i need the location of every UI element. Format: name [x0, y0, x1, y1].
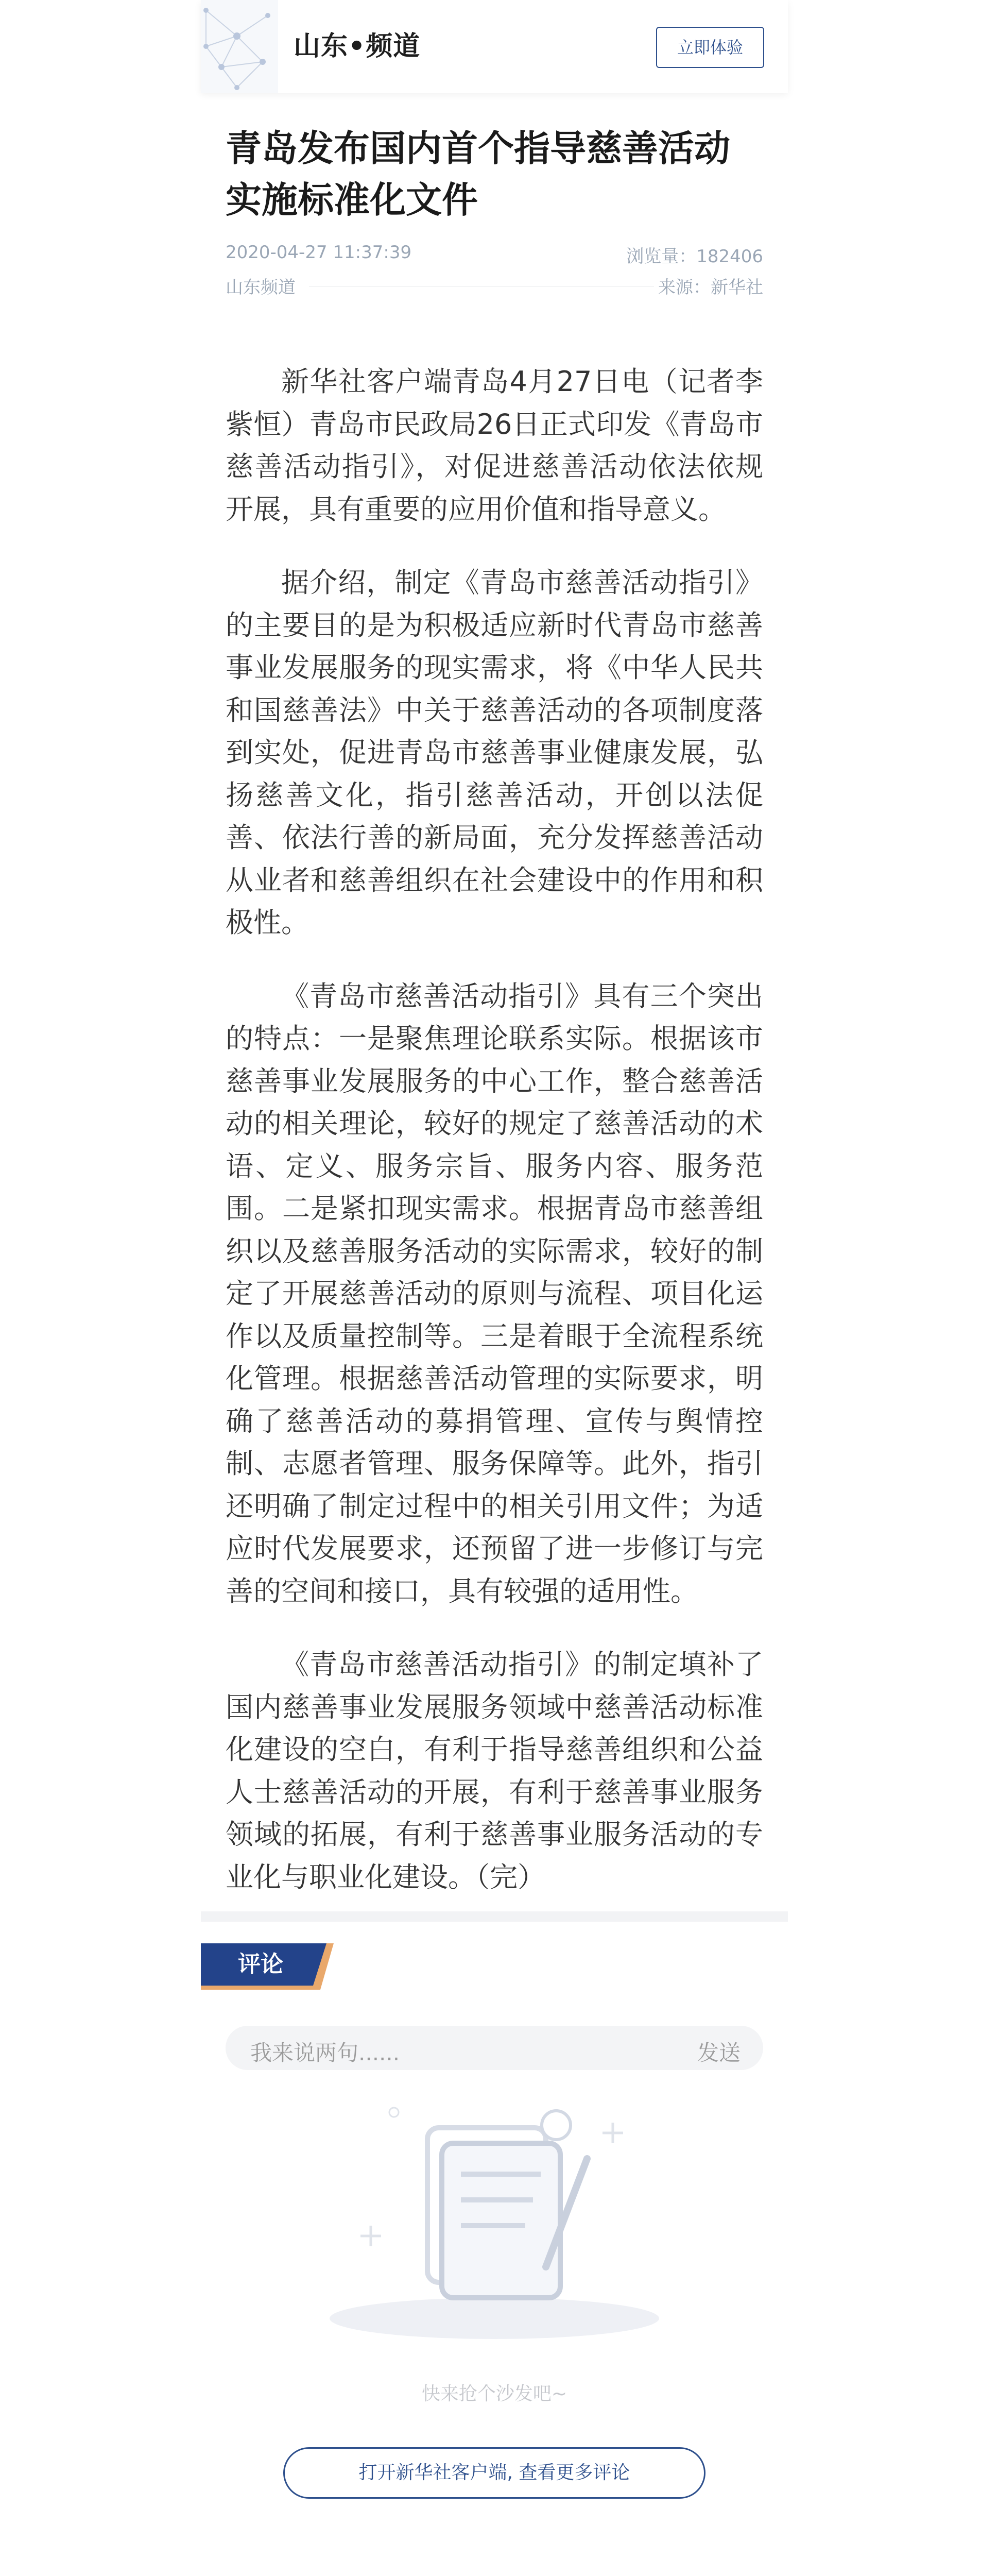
- channel-label: 山东频道: [226, 277, 296, 298]
- page: [201, 0, 788, 2576]
- network-logo-icon: [201, 0, 278, 93]
- article-paragraph: 《青岛市慈善活动指引》具有三个突出的特点：一是聚焦理论联系实际。根据该市慈善事业发展服务的中心工作，整合慈善活动的相关理论，较好的规定了慈善活动的术语、定义、服务宗旨、服务内容、服务范围。二是紧扣现实需求。根据青岛市慈善组织以及慈善服务活动的实际需求，较好的制定了开展慈善活动的原则与流程、项目化运作以及质量控制等。三是着眼于全流程系统化管理。根据慈善活动管理的实际要求，明确了慈善活动的募捐管理、宣传与舆情控制、志愿者管理、服务保障等。此外，指引还明确了制定过程中的相关引用文件；为适应时代发展要求，还预留了进一步修订与完善的空间和接口，具有较强的适用性。: [226, 979, 763, 1607]
- article-paragraph: 新华社客户端青岛4月27日电（记者李紫恒）青岛市民政局26日正式印发《青岛市慈善活动指引》，对促进慈善活动依法依规开展，具有重要的应用价值和指导意义。: [226, 365, 763, 526]
- article-title: 青岛发布国内首个指导慈善活动实施标准化文件: [226, 127, 730, 221]
- channel-header: [201, 0, 788, 93]
- comment-tab-label: 评论: [238, 1951, 283, 1977]
- send-button[interactable]: 发送: [697, 2040, 741, 2065]
- source-label: 来源：新华社: [658, 277, 763, 298]
- section-divider: [201, 1911, 788, 1922]
- comment-placeholder: 我来说两句......: [250, 2040, 400, 2065]
- open-client-comments-button[interactable]: 打开新华社客户端, 查看更多评论: [283, 2447, 705, 2499]
- try-now-button[interactable]: 立即体验: [656, 27, 764, 68]
- article-paragraph: 据介绍，制定《青岛市慈善活动指引》的主要目的是为积极适应新时代青岛市慈善事业发展服务的现实需求，将《中华人民共和国慈善法》中关于慈善活动的各项制度落到实处，促进青岛市慈善事业健康发展，弘扬慈善文化，指引慈善活动，开创以法促善、依法行善的新局面，充分发挥慈善活动从业者和慈善组织在社会建设中的作用和积极性。: [226, 566, 763, 939]
- article-paragraph: 《青岛市慈善活动指引》的制定填补了国内慈善事业发展服务领域中慈善活动标准化建设的空白，有利于指导慈善组织和公益人士慈善活动的开展，有利于慈善事业服务领域的拓展，有利于慈善事业服务活动的专业化与职业化建设。（完）: [226, 1648, 763, 1893]
- empty-comments-illustration-icon: [330, 2097, 659, 2339]
- empty-comments-text: 快来抢个沙发吧~: [421, 2383, 567, 2404]
- comment-input[interactable]: [226, 2026, 763, 2070]
- publish-date: 2020-04-27 11:37:39: [226, 242, 412, 263]
- channel-title: 山东•频道: [294, 31, 421, 62]
- article-body: [226, 361, 763, 1929]
- comment-section-tab: [201, 1943, 345, 1990]
- view-count: 浏览量：182406: [626, 246, 763, 267]
